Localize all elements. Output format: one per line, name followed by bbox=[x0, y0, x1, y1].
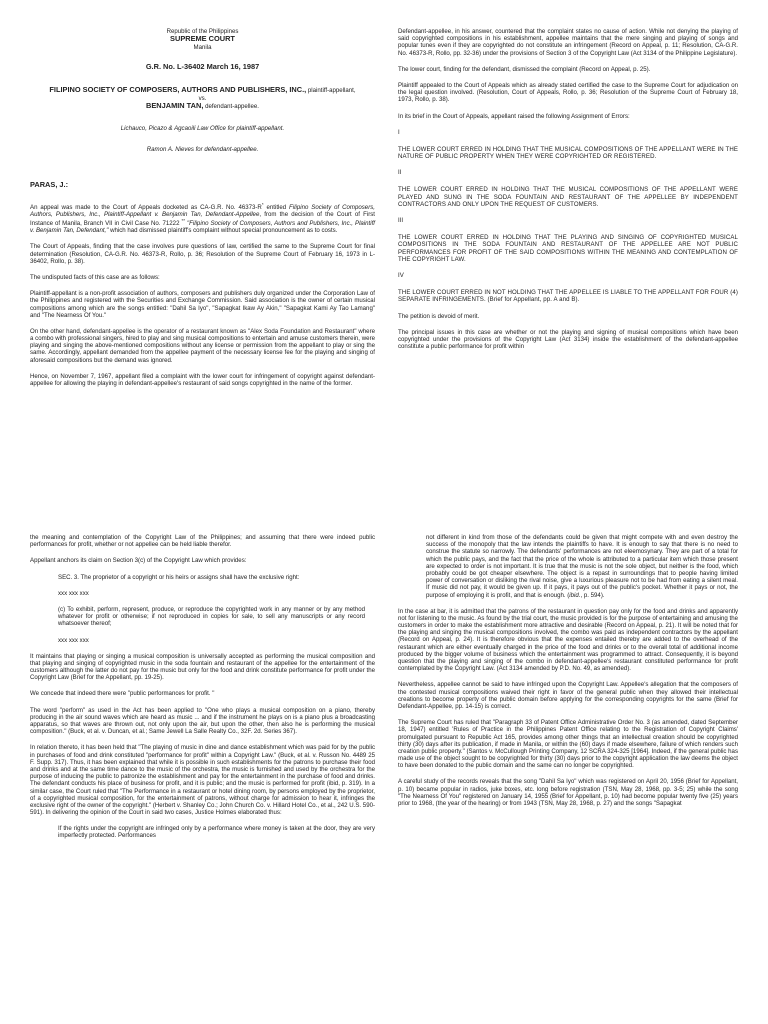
paragraph: The lower court, finding for the defendant, dismissed the complaint (Record on Appeal, p. 25). bbox=[398, 65, 651, 73]
holmes-quote: If the rights under the copyright are infringed only by a performance where money is taken at the door, they are very imperfectly protected. Performances bbox=[58, 825, 375, 840]
top-left-column bbox=[30, 28, 375, 396]
vs-line: vs. bbox=[198, 94, 207, 102]
assignment-of-error: THE LOWER COURT ERRED IN HOLDING THAT THE MUSICAL COMPOSITIONS OF THE APPELLANT WERE PLAYED AND SUNG IN THE SODA FOUNTAIN AND RESTAURANT OF THE APPELLEE BY INDEPENDENT CONTRACTORS AND ONLY UPON THE REQUEST OF CUSTOMERS. bbox=[398, 186, 738, 208]
assignment-of-error: THE LOWER COURT ERRED IN NOT HOLDING THAT THE APPELLEE IS LIABLE TO THE APPELLANT FOR FOUR (4) SEPARATE INFRINGEMENTS. (Brief for Appellant, pp. A and B). bbox=[398, 289, 738, 304]
paragraph: The Court of Appeals, finding that the case involves pure questions of law, certified the same to the Supreme Court for final determination (Resolution, CA-G.R. No. 46373-R, Rollo, p. 36; Resolution of the Supreme Court of February 16, 1973 in L-36402, Rollo, p. 38). bbox=[30, 243, 375, 265]
paragraph: In its brief in the Court of Appeals, appellant raised the following Assignment of Errors: bbox=[398, 112, 630, 120]
paragraph: It maintains that playing or singing a musical composition is universally accepted as performing the musical composition and that playing and singing of copyrighted music in the soda fountain and restaurant of the appellee for the entertainment of the customers although the latter do not pay for the music but only for the food and drink constitute performance for profit under the Copyright Law (Brief for the Appellant, pp. 19-25). bbox=[30, 652, 375, 682]
plaintiff-name: FILIPINO SOCIETY OF COMPOSERS, AUTHORS AND PUBLISHERS, INC., bbox=[49, 84, 307, 94]
paragraph: In the case at bar, it is admitted that the patrons of the restaurant in question pay only for the food and drinks and apparently not for listening to the music. As found by the trial court, the music provided is for the purpose of entertaining and amusing the customers in order to make the establishment more attractive and desirable (Record on Appeal, p. 21). It will be noted that for the playing and singing the musical compositions involved, the combo was paid as independent contractors by the appellant (Record on Appeal, p. 24). It is therefore obvious that the expenses entailed thereby are added to the overhead of the restaurant which are either eventually charged in the price of the food and drinks or to the overall total of additional income produced by the bigger volume of business which the entertainment was programmed to attract. Consequently, it is beyond question that the playing and singing of the combo in defendant-appellee's restaurant constituted performance for profit contemplated by the Copyright Law. (Act 3134 amended by P.D. No. 49, as amended). bbox=[398, 607, 738, 673]
defendant-role: defendant-appellee. bbox=[203, 102, 259, 110]
paragraph: Plaintiff appealed to the Court of Appeals which as already stated certified the case to the Supreme Court for adjudication on the legal question involved. (Resolution, Court of Appeals, Rollo, p. 36; Resolution of the Supreme Court of February 18, 1973, Rollo, p. 38). bbox=[398, 81, 738, 104]
ellipsis-line: xxx xxx xxx bbox=[58, 636, 89, 644]
top-right-column bbox=[398, 28, 738, 359]
plaintiff-role: plaintiff-appellant, bbox=[306, 86, 356, 94]
holmes-quote-continued: not different in kind from those of the defendants could be given that might compete with and even destroy the success of the monopoly that the law intends the plaintiffs to have. It is enough to say that there is no need to construe the statute so narrowly. The defendants' performances are not eleemosynary. They are part of a total for which the public pays, and the fact that the price of the whole is attributed to a particular item which those present are expected to order is not important. It is true that the music is not the sole object, but neither is the food, which probably could be got cheaper elsewhere. The object is a repast in surroundings that to people having limited power of conversation or disliking the rival noise, give a luxurious pleasure not to be had from eating a silent meal. If music did not pay, it would be given up. If it pays, it pays out of the public's pocket. Whether it pays or not, the purpose of employing it is profit, and that is enough. (ibid., p. 594). bbox=[426, 534, 738, 599]
paragraph: We concede that indeed there were "public performances for profit. " bbox=[30, 690, 215, 698]
bottom-left-column bbox=[30, 534, 375, 849]
counsel-plaintiff: Lichauco, Picazo & Agcaoili Law Office for plaintiff-appellant. bbox=[120, 124, 285, 132]
paragraph: The principal issues in this case are whether or not the playing and signing of musical compositions which have been copyrighted under the provisions of the Copyright Law (Act 3134) inside the establishment of the defendant-appellee constitute a public performance for profit within bbox=[398, 328, 738, 351]
republic-line: Republic of the Philippines bbox=[166, 28, 239, 35]
statute-quote: SEC. 3. The proprietor of a copyright or his heirs or assigns shall have the exclusive right: bbox=[58, 573, 300, 581]
error-numeral: III bbox=[398, 217, 404, 224]
paragraph: the meaning and contemplation of the Copyright Law of the Philippines; and assuming that there were indeed public performances for profit, whether or not appellee can be held liable therefor. bbox=[30, 534, 375, 549]
paragraph: Appellant anchors its claim on Section 3(c) of the Copyright Law which provides: bbox=[30, 557, 247, 565]
ponente: PARAS, J.: bbox=[30, 179, 69, 189]
paragraph: Nevertheless, appellee cannot be said to have infringed upon the Copyright Law. Appellee's allegation that the composers of the contested musical compositions waived their right in favor of the general public when they allowed their intellectual creations to become property of the public domain before applying for the corresponding copyrights for the same (Brief for Defendant-Appellee, pp. 14-15) is correct. bbox=[398, 681, 738, 710]
bottom-right-column bbox=[398, 534, 738, 816]
paragraph: A careful study of the records reveals that the song "Dahil Sa Iyo" which was registered on April 20, 1956 (Brief for Appellant, p. 10) became popular in radios, juke boxes, etc. long before registration (TSN, May 28, 1968, pp. 3-5; 25) while the song "The Nearness Of You" registered on January 14, 1955 (Brief for Appellant, p. 10) had become popular twenty five (25) years prior to 1968, (the year of the hearing) or from 1943 (TSN, May 28, 1968, p. 27) and the songs "Sapagkat bbox=[398, 778, 738, 807]
paragraph: The undisputed facts of this case are as follows: bbox=[30, 273, 160, 281]
plaintiff-line bbox=[30, 86, 375, 95]
assignment-of-error: THE LOWER COURT ERRED IN HOLDING THAT THE PLAYING AND SINGING OF COPYRIGHTED MUSICAL COMPOSITIONS IN THE SODA FOUNTAIN AND RESTAURANT OF THE APPELLEE ARE NOT PUBLIC PERFORMANCES FOR PROFIT OF THE SAID COMPOSITIONS WITHIN THE MEANING AND CONTEMPLATION OF THE COPYRIGHT LAW. bbox=[398, 234, 738, 263]
defendant-line bbox=[30, 102, 375, 111]
paragraph: The petition is devoid of merit. bbox=[398, 312, 480, 320]
paragraph: The Supreme Court has ruled that "Paragraph 33 of Patent Office Administrative Order No. 3 (as amended, dated September 18, 1947) entitled 'Rules of Practice in the Philippines Patent Office relating to the Registration of Copyright Claims' promulgated pursuant to Republic Act 165, provides among other things that an intellectual creation should be copyrighted thirty (30) days after its publication, if made in Manila, or within the (60) days if made elsewhere, failure of which renders such creation public property." (Santos v. McCullough Printing Company, 12 SCRA 324-325 [1964]. Indeed, if the general public has made use of the object sought to be copyrighted for thirty (30) days prior to the copyright application the law deems the object to have been donated to the public domain and the same can no longer be copyrighted. bbox=[398, 719, 738, 770]
paragraph: On the other hand, defendant-appellee is the operator of a restaurant known as "Alex Soda Foundation and Restaurant" where a combo with professional singers, hired to play and sing musical compositions to entertain and amuse customers therein, were playing and singing the above-mentioned compositions without any license or permission from the appellant to play or sing the same. Accordingly, appellant demanded from the appellee payment of the necessary license fee for the playing and singing of aforesaid compositions but the demand was ignored. bbox=[30, 327, 375, 364]
city-line: Manila bbox=[193, 43, 212, 51]
case-header bbox=[30, 28, 375, 153]
paragraph: An appeal was made to the Court of Appeals docketed as CA-G.R. No. 46373-R* entitled Filipino Society of Composers, Authors, Publishers, Inc., Plaintiff-Appellant v. Benjamin Tan, Defendant-Appellee, from the decision of the Court of First Instance of Manila, Branch VII in Civil Case No. 71222 ** "Filipino Society of Composers, Authors and Publishers, Inc., Plaintiff v. Benjamin Tan, Defendant," which had dismissed plaintiff's complaint without special pronouncement as to costs. bbox=[30, 201, 375, 235]
paragraph: Hence, on November 7, 1967, appellant filed a complaint with the lower court for infringement of copyright against defendant-appellee for allowing the playing in defendant-appellee's restaurant of said songs copyrighted in the name of the former. bbox=[30, 372, 375, 388]
error-numeral: I bbox=[398, 128, 400, 136]
paragraph: The word "perform" as used in the Act has been applied to "One who plays a musical composition on a piano, thereby producing in the air sound waves which are heard as music ... and if the instrument he plays on is a piano plus a broadcasting apparatus, so that waves are thrown out, not only upon the air, but upon the other, then also he is performing the musical composition." (Buck, et al. v. Duncan, et al.; Same Jewell La Salle Realty Co., 32F. 2d. Series 367). bbox=[30, 706, 375, 736]
ellipsis-line: xxx xxx xxx bbox=[58, 589, 89, 597]
error-numeral: II bbox=[398, 169, 402, 177]
error-numeral: IV bbox=[398, 271, 404, 279]
defendant-name: BENJAMIN TAN, bbox=[146, 100, 204, 110]
gr-number: G.R. No. L-36402 March 16, 1987 bbox=[145, 62, 260, 72]
paragraph: Plaintiff-appellant is a non-profit association of authors, composers and publishers duly organized under the Corporation Law of the Philippines and registered with the Securities and Exchange Commission. Said association is the owner of certain musical compositions among which are the songs entitled: "Dahil Sa Iyo", "Sapagkat Ikaw Ay Akin," "Sapagkat Kami Ay Tao Lamang" and "The Nearness Of You." bbox=[30, 290, 375, 319]
paragraph: Defendant-appellee, in his answer, countered that the complaint states no cause of action. While not denying the playing of said copyrighted compositions in his establishment, appellee maintains that the mere singing and playing of songs and popular tunes even if they are copyrighted do not constitute an infringement (Record on Appeal, p. 11; Resolution, CA-G.R. No. 46373-R, Rollo, pp. 32-36) under the provisions of Section 3 of the Copyright Law (Act 3134 of the Philippine Legislature). bbox=[398, 28, 738, 57]
page-bottom-half bbox=[0, 512, 768, 1024]
statute-quote: (c) To exhibit, perform, represent, produce, or reproduce the copyrighted work in any manner or by any method whatever for profit or otherwise; if not reproduced in copies for sale, to sell any manuscripts or any record whatsoever thereof; bbox=[58, 605, 365, 628]
paragraph: In relation thereto, it has been held that "The playing of music in dine and dance establishment which was paid for by the public in purchases of food and drink constituted "performance for profit" within a Copyright Law." (Buck, et al. v. Russon No. 4489 25 F. Supp. 317). Thus, it has been explained that while it is possible in such establishments for the patrons to purchase their food and drinks and at the same time dance to the music of the orchestra, the music is furnished and used by the orchestra for the purpose of inducing the public to patronize the establishment and pay for the entertainment in the purchase of food and drinks. The defendant conducts his place of business for profit, and it is public; and the music is performed for profit (ibid, p. 319). In a similar case, the Court ruled that "The Performance in a restaurant or hotel dining room, by persons employed by the proprietor, of a copyrighted musical composition, for the entertainment of patrons, without charge for admission to hear it, infringes the exclusive right of the owner of the copyright." (Herbert v. Shanley Co.; John Church Co. v. Hillard Hotel Co., et al., 242 U.S. 590-591). In delivering the opinion of the Court in said two cases, Justice Holmes elaborated thus: bbox=[30, 744, 375, 817]
assignment-of-error: THE LOWER COURT ERRED IN HOLDING THAT THE MUSICAL COMPOSITIONS OF THE APPELLANT WERE IN THE NATURE OF PUBLIC PROPERTY WHEN THEY WERE COPYRIGHTED OR REGISTERED. bbox=[398, 145, 738, 161]
counsel-defendant: Ramon A. Nieves for defendant-appellee. bbox=[146, 145, 259, 153]
court-name: SUPREME COURT bbox=[170, 34, 235, 44]
